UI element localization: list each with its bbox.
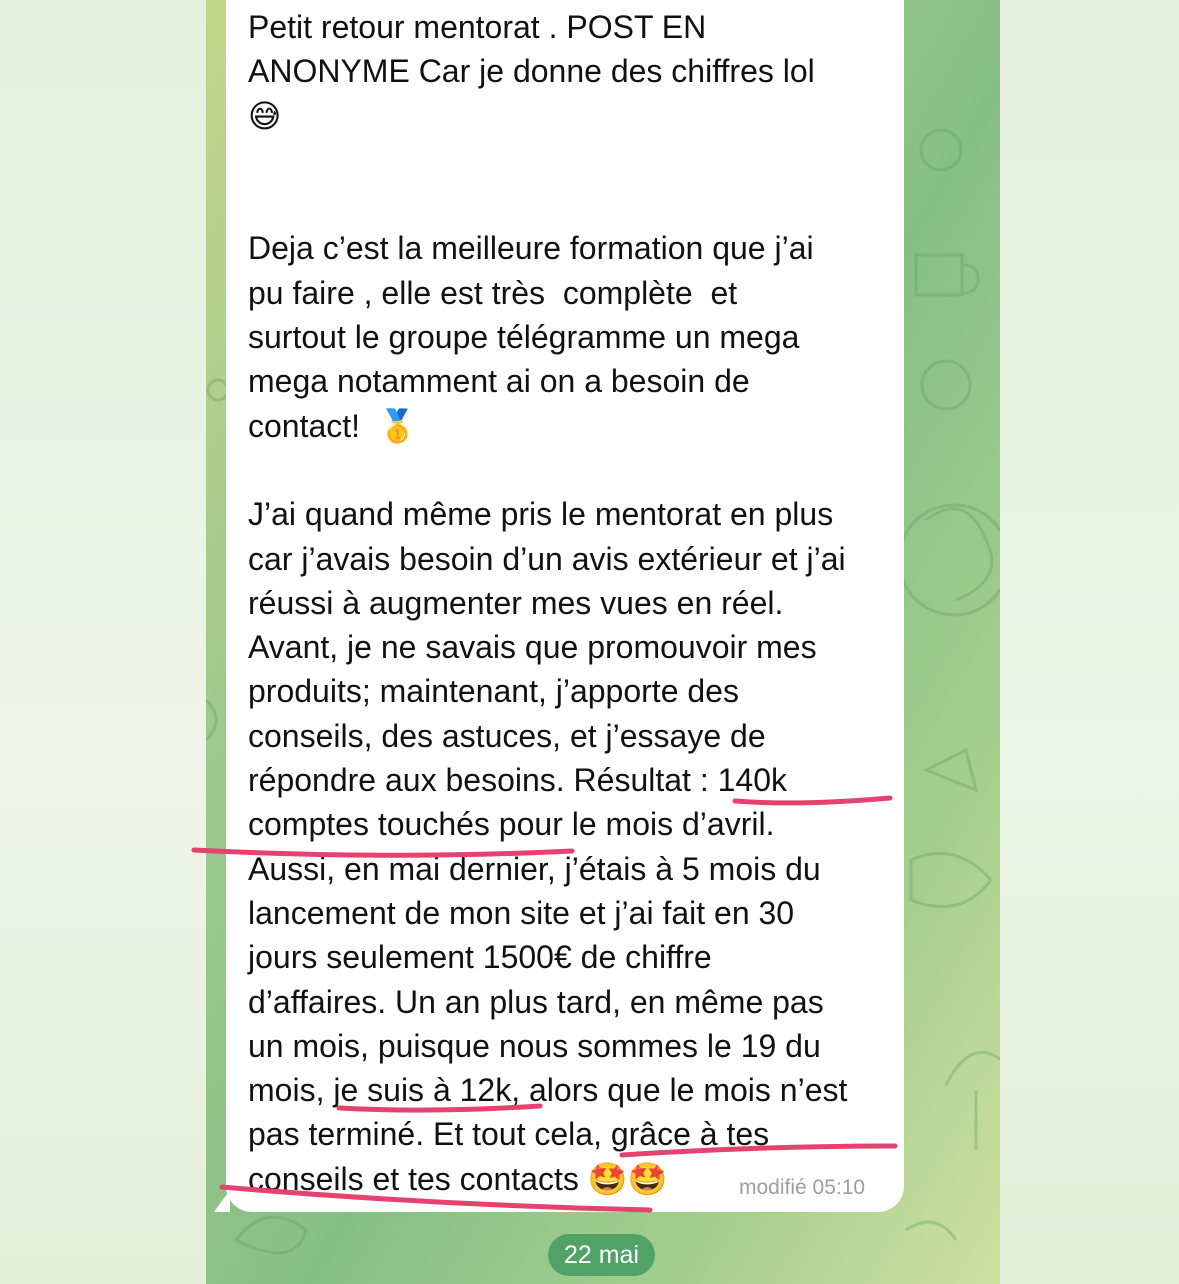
message-line: conseils, des astuces, et j’essaye de <box>248 717 766 754</box>
message-line <box>248 182 898 226</box>
message-line <box>248 448 898 492</box>
message-timestamp: modifié 05:10 <box>739 1176 866 1199</box>
message-line: Deja c’est la meilleure formation que j’ai <box>248 230 814 267</box>
message-line: surtout le groupe télégramme un mega <box>248 319 800 356</box>
message-line: mega notamment ai on a besoin de <box>248 363 750 400</box>
message-text <box>248 5 898 1201</box>
right-margin <box>1000 0 1179 1284</box>
message-line: répondre aux besoins. Résultat : 140k <box>248 762 787 799</box>
message-line: Aussi, en mai dernier, j’étais à 5 mois du <box>248 850 821 887</box>
message-line: Petit retour mentorat . POST EN <box>248 9 707 45</box>
message-line: contact! 🥇 <box>248 407 418 444</box>
message-line: ANONYME Car je donne des chiffres lol <box>248 53 815 90</box>
message-line: réussi à augmenter mes vues en réel. <box>248 584 784 621</box>
message-line: mois, je suis à 12k, alors que le mois n’est <box>248 1072 848 1109</box>
message-line: d’affaires. Un an plus tard, en même pas <box>248 983 824 1020</box>
message-line: Avant, je ne savais que promouvoir mes <box>248 629 817 666</box>
message-line: jours seulement 1500€ de chiffre <box>248 939 712 976</box>
message-line: un mois, puisque nous sommes le 19 du <box>248 1027 821 1064</box>
message-bubble-tail <box>214 1190 230 1212</box>
message-line: conseils et tes contacts 🤩🤩 <box>248 1160 668 1197</box>
message-line: J’ai quand même pris le mentorat en plus <box>248 496 834 533</box>
message-line: pas terminé. Et tout cela, grâce à tes <box>248 1116 770 1153</box>
message-line: 😅 <box>248 97 282 134</box>
message-line <box>248 138 898 182</box>
message-line: lancement de mon site et j’ai fait en 30 <box>248 894 795 931</box>
message-line: car j’avais besoin d’un avis extérieur et j’ai <box>248 540 846 577</box>
date-separator: 22 mai <box>548 1234 655 1276</box>
left-margin <box>0 0 206 1284</box>
message-line: comptes touchés pour le mois d’avril. <box>248 806 775 843</box>
message-line: produits; maintenant, j’apporte des <box>248 673 739 710</box>
message-line: pu faire , elle est très complète et <box>248 274 738 311</box>
